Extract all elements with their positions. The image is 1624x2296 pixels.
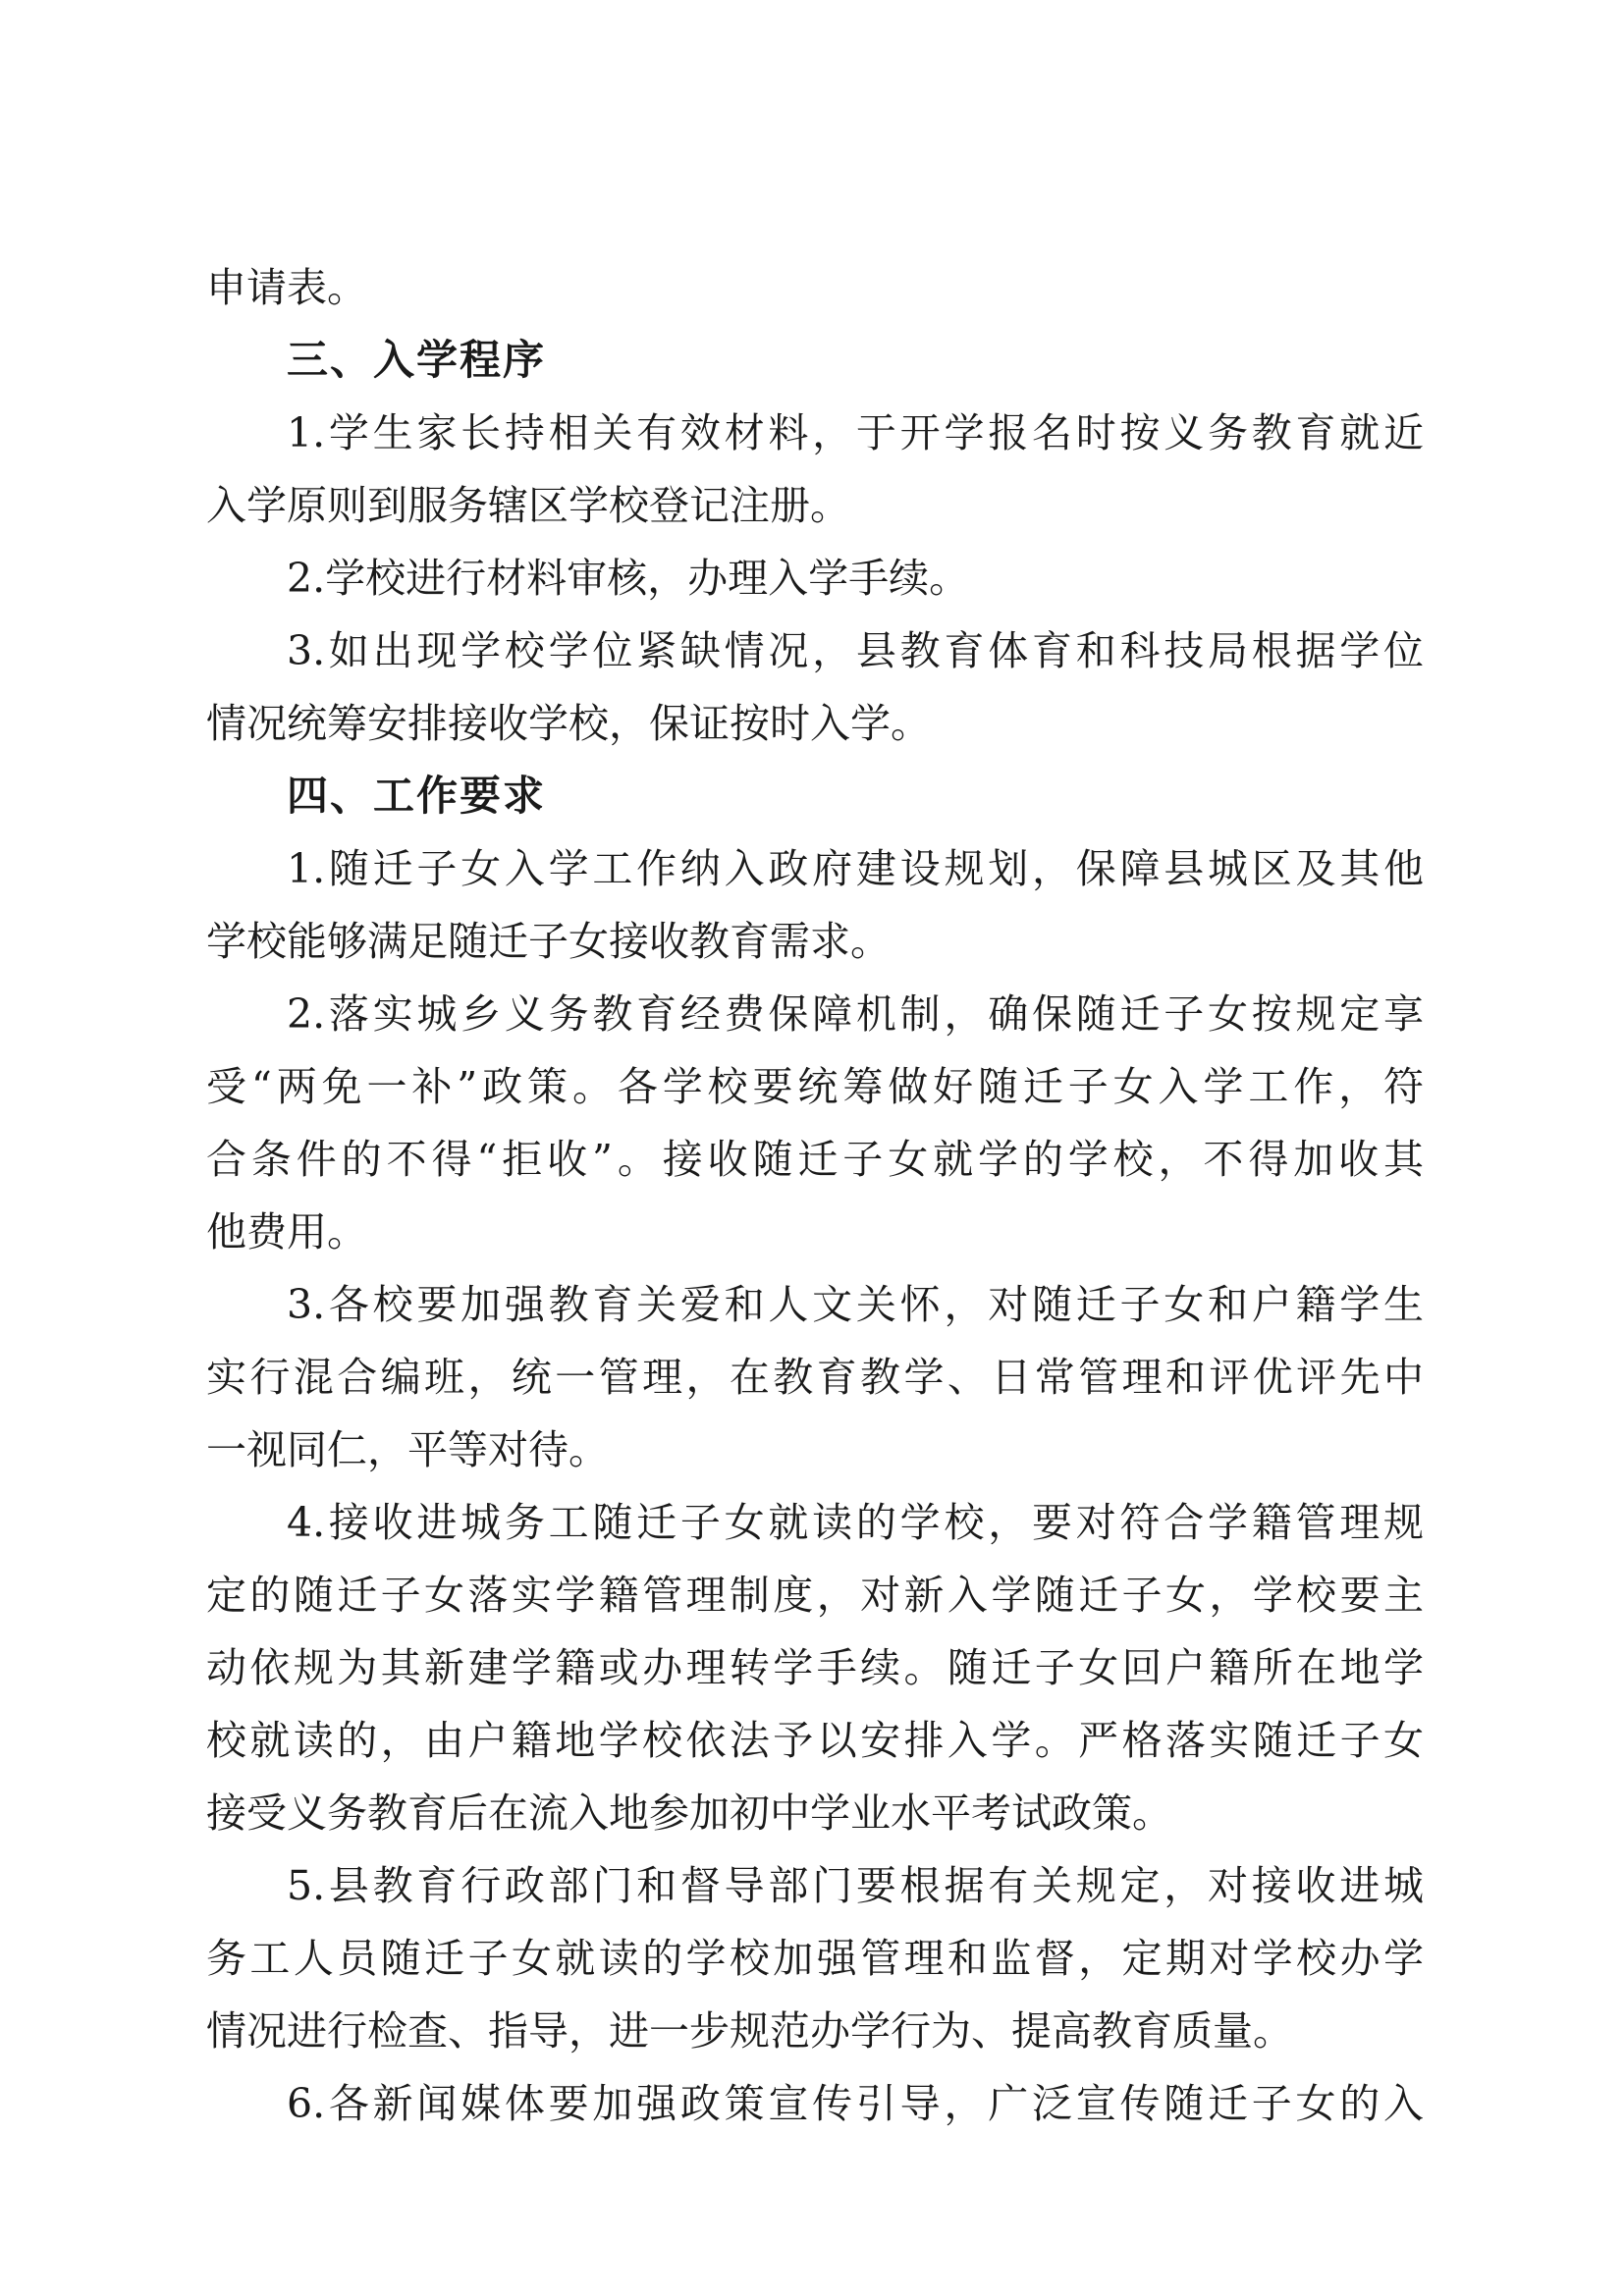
paragraph-line: 校就读的，由户籍地学校依法予以安排入学。严格落实随迁子女 bbox=[206, 1717, 1424, 1764]
paragraph-line: 接受义务教育后在流入地参加初中学业水平考试政策。 bbox=[206, 1789, 1172, 1837]
paragraph-line: 申请表。 bbox=[206, 264, 367, 311]
paragraph-line: 2.落实城乡义务教育经费保障机制，确保随迁子女按规定享 bbox=[287, 990, 1424, 1038]
paragraph-line: 1.学生家长持相关有效材料，于开学报名时按义务教育就近 bbox=[287, 409, 1424, 456]
paragraph-line: 他费用。 bbox=[206, 1208, 367, 1255]
paragraph-line: 动依规为其新建学籍或办理转学手续。随迁子女回户籍所在地学 bbox=[206, 1644, 1424, 1691]
paragraph-line: 3.各校要加强教育关爱和人文关怀，对随迁子女和户籍学生 bbox=[287, 1281, 1424, 1328]
paragraph-line: 情况统筹安排接收学校，保证按时入学。 bbox=[206, 700, 931, 747]
paragraph-line: 1.随迁子女入学工作纳入政府建设规划，保障县城区及其他 bbox=[287, 845, 1424, 892]
paragraph-line: 3.如出现学校学位紧缺情况，县教育体育和科技局根据学位 bbox=[287, 627, 1424, 674]
paragraph-line: 实行混合编班，统一管理，在教育教学、日常管理和评优评先中 bbox=[206, 1354, 1424, 1401]
paragraph-line: 受“两免一补”政策。各学校要统筹做好随迁子女入学工作，符 bbox=[206, 1063, 1424, 1110]
paragraph-line: 学校能够满足随迁子女接收教育需求。 bbox=[206, 918, 891, 965]
paragraph-line: 6.各新闻媒体要加强政策宣传引导，广泛宣传随迁子女的入 bbox=[287, 2080, 1424, 2127]
paragraph-line: 合条件的不得“拒收”。接收随迁子女就学的学校，不得加收其 bbox=[206, 1136, 1424, 1183]
section-heading-enrollment-procedure: 三、入学程序 bbox=[287, 336, 547, 384]
paragraph-line: 务工人员随迁子女就读的学校加强管理和监督，定期对学校办学 bbox=[206, 1935, 1424, 1982]
paragraph-line: 入学原则到服务辖区学校登记注册。 bbox=[206, 482, 850, 529]
section-heading-work-requirements: 四、工作要求 bbox=[287, 772, 547, 820]
paragraph-line: 5.县教育行政部门和督导部门要根据有关规定，对接收进城 bbox=[287, 1862, 1424, 1909]
paragraph-line: 2.学校进行材料审核，办理入学手续。 bbox=[287, 555, 970, 602]
paragraph-line: 定的随迁子女落实学籍管理制度，对新入学随迁子女，学校要主 bbox=[206, 1572, 1424, 1619]
document-body bbox=[206, 251, 1424, 2140]
paragraph-line: 4.接收进城务工随迁子女就读的学校，要对符合学籍管理规 bbox=[287, 1499, 1424, 1546]
paragraph-line: 情况进行检查、指导，进一步规范办学行为、提高教育质量。 bbox=[206, 2007, 1293, 2055]
paragraph-line: 一视同仁，平等对待。 bbox=[206, 1426, 609, 1473]
